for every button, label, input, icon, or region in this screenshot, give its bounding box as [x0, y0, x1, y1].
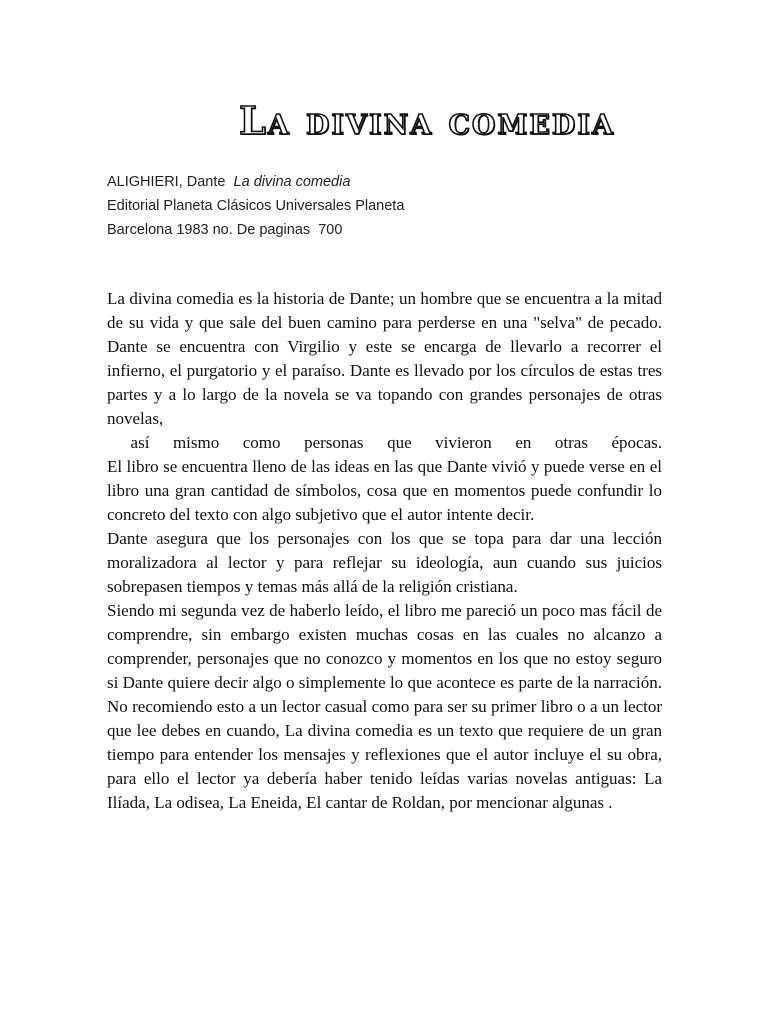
- title-text: La divina comedia: [239, 98, 615, 143]
- author-line: [107, 170, 404, 194]
- book-title: La divina comedia: [233, 174, 351, 190]
- place-pages-line: Barcelona 1983 no. De paginas 700: [107, 222, 343, 238]
- paragraph: así mismo como personas que vivieron en otras épocas.: [107, 433, 662, 452]
- paragraph: El libro se encuentra lleno de las ideas en las que Dante vivió y puede verse en el libro una gran cantidad de símbolos, cosa que en momentos puede confundir lo concreto del texto con algo subjetivo que el autor intente decir.: [107, 457, 662, 524]
- publisher-line: Editorial Planeta Clásicos Universales Planeta: [107, 198, 405, 214]
- document-title: [0, 98, 768, 143]
- bibliographic-info: [107, 170, 404, 242]
- paragraph: La divina comedia es la historia de Dante; un hombre que se encuentra a la mitad de su vida y que sale del buen camino para perderse en una "selva" de pecado. Dante se encuentra con Virgilio y este se encarga de llevarlo a recorrer el infierno, el purgatorio y el paraíso. Dante es llevado por los círculos de estas tres partes y a lo largo de la novela se va topando con grandes personajes de otras novelas,: [107, 289, 662, 428]
- review-body: [107, 287, 662, 815]
- author-name: ALIGHIERI, Dante: [107, 174, 226, 190]
- paragraph: Dante asegura que los personajes con los que se topa para dar una lección moralizadora al lector y para reflejar su ideología, aun cuando sus juicios sobrepasen tiempos y temas más allá de la religión cristiana.: [107, 529, 662, 596]
- paragraph: Siendo mi segunda vez de haberlo leído, el libro me pareció un poco mas fácil de comprendre, sin embargo existen muchas cosas en las cuales no alcanzo a comprender, personajes que no conozco y momentos en los que no estoy seguro si Dante quiere decir algo o simplemente lo que acontece es parte de la narración. No recomiendo esto a un lector casual como para ser su primer libro o a un lector que lee debes en cuando, La divina comedia es un texto que requiere de un gran tiempo para entender los mensajes y reflexiones que el autor incluye el su obra, para ello el lector ya debería haber tenido leídas varias novelas antiguas: La Ilíada, La odisea, La Eneida, El cantar de Roldan, por mencionar algunas .: [107, 601, 662, 812]
